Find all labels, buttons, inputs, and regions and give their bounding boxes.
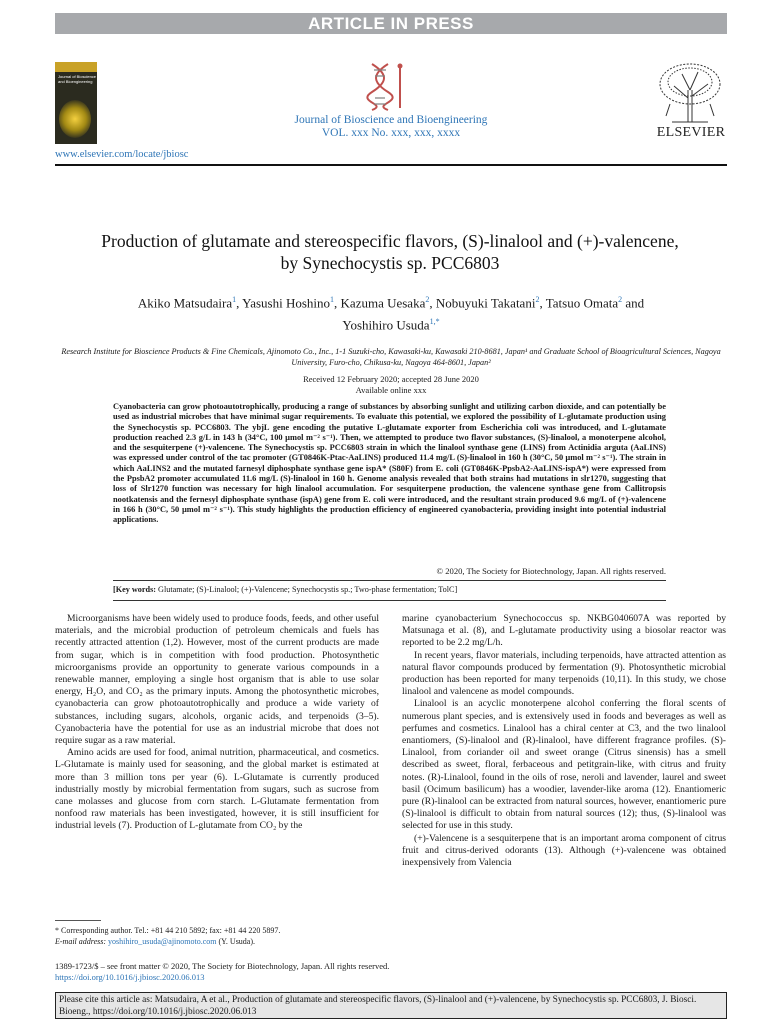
- keywords-divider-bottom: [113, 600, 666, 601]
- body-column-right: [402, 613, 726, 869]
- body-paragraph: In recent years, flavor materials, including terpenoids, have attracted attention as natural flavor compounds produced by fermentation (9). Photosynthetic microbial production has been reported for many terpenoids (10,11). In this study, we chose linalool and valencene as model compounds.: [402, 649, 726, 698]
- citation-box: Please cite this article as: Matsudaira, A et al., Production of glutamate and stereospecific flavors, (S)-linalool and (+)-valencene, by Synechocystis sp. PCC6803, J. Biosci. Bioeng., https://doi.org/10.1016/j.jbiosc.2020.06.013: [55, 992, 727, 1019]
- journal-cover-thumbnail[interactable]: [55, 62, 97, 144]
- author-name[interactable]: Akiko Matsudaira: [137, 295, 233, 311]
- corresponding-author: * Corresponding author. Tel.: +81 44 210 5892; fax: +81 44 220 5897.: [55, 926, 281, 935]
- journal-masthead: [260, 114, 522, 140]
- journal-volume: VOL. xxx No. xxx, xxx, xxxx: [321, 127, 461, 139]
- issn-line: 1389-1723/$ – see front matter © 2020, The Society for Biotechnology, Japan. All rights reserved.: [55, 961, 390, 971]
- affiliations: Research Institute for Bioscience Products & Fine Chemicals, Ajinomoto Co., Inc., 1-1 Suzuki-cho, Kawasaki-ku, Kawasaki 210-8681, Japan¹ and Graduate School of Bioagricultural Sciences, Nagoya University, Furo-cho, Chikusa-ku, Nagoya 464-8601, Japan²: [61, 347, 721, 367]
- received-accepted: Received 12 February 2020; accepted 28 June 2020: [303, 374, 479, 384]
- body-paragraph: (+)-Valencene is a sesquiterpene that is an important aroma component of citrus fruit and citrus-derived odorants (13). Although (+)-valencene was obtained inexpensively from Valencia: [402, 832, 726, 869]
- email-suffix: (Y. Usuda).: [218, 937, 256, 946]
- keywords-list: Glutamate; (S)-Linalool; (+)-Valencene; Synechocystis sp.; Two-phase fermentation; TolC]: [158, 585, 458, 594]
- author-affiliation-marker[interactable]: 1: [232, 295, 237, 304]
- body-paragraph: Linalool is an acyclic monoterpene alcohol conferring the floral scents of numerous plant species, and is extensively used in foods and beverages as well as perfumes and cosmetics. Linalool has a chiral center at C3, and the two linalool enantiomers, (S)-linalool and (R)-linalool, have different fragrance profiles. (S)-Linalool, from coriander oil and sweet orange (Citrus sinensis) has a smell described as sweet, floral, ferbaceous and petitgrain-like, with citrus and fruity notes. (R)-Linalool, found in the oils of rose, neroli and lavender, laurel and sweet basil (Ocimum basilicum) has a woodier, lavender-like aroma (12). Enantiomeric pure (R)-linalool can be extracted from natural sources, however, enantiomeric pure (S)-linalool is difficult to obtain from natural sources (12); thus, (S)-linalool was selected for use in this study.: [402, 698, 726, 832]
- email-label: E-mail address:: [55, 937, 107, 946]
- abstract: Cyanobacteria can grow photoautotrophically, producing a range of substances by absorbing sunlight and utilizing carbon dioxide, and can potentially be used as industrial microbes that have minimal sugar requirements. To evaluate this potential, we explored the possibility of L-glutamate production using the Synechocystis sp. PCC6803. The ybjL gene encoding the putative L-glutamate exporter from Escherichia coli was introduced, and L-glutamate production reached 2.3 g/L in 143 h (34°C, 100 µmol m⁻² s⁻¹). Then, we attempted to produce two flavor substances, (S)-linalool, a monoterpene alcohol, and the sesquiterpene (+)-valencene. The Synechocystis sp. PCC6803 strain in which the linalool synthase gene (LINS) from Actinidia arguta (AaLINS) was expressed under control of the tac promoter (GT0846K-Ptac-AaLINS) produced 11.4 mg/L (S)-linalool in 160 h (30°C, 50 µmol m⁻² s⁻¹). The strain in which AaLINS2 and the mutated farnesyl diphosphate synthase gene ispA* (S80F) from E. coli (GT0846K-PpsbA2-AaLINS-ispA*) were expressed from the PpsbA2 promoter accumulated 11.6 mg/L (S)-linalool in 160 h. Genome analysis revealed that both strains had mutations in slr1270, suggesting that loss of Slr1270 function was necessary for high linalool accumulation. For sesquiterpene production, the valencene synthase gene from Callitropsis nootkatensis and the fernesyl diphosphate synthase (ispA) gene from E. coli were introduced, and the resultant strain produced 9.6 mg/L of (+)-valencene in 166 h (30°C, 50 µmol m⁻² s⁻¹). This study highlights the production efficiency of engineered cyanobacteria, providing insight into potential industrial applications.: [113, 402, 666, 525]
- journal-dna-logo-icon: [362, 60, 410, 112]
- body-paragraph: marine cyanobacterium Synechococcus sp. NKBG040607A was reported by Matsunaga et al. (8), and L-glutamate productivity using a biosolar reactor was reported to be 2.2 mg/L/h.: [402, 613, 726, 649]
- author-affiliation-marker[interactable]: 1: [330, 295, 335, 304]
- cover-title: Journal of Bioscience and Bioengineering: [58, 74, 97, 84]
- publication-meta: [55, 961, 727, 983]
- doi-link[interactable]: https://doi.org/10.1016/j.jbiosc.2020.06.013: [55, 972, 205, 982]
- journal-name[interactable]: Journal of Bioscience and Bioengineering: [294, 114, 488, 126]
- author-name[interactable]: Tatsuo Omata: [545, 295, 619, 311]
- footnote: [55, 925, 379, 947]
- keywords-divider-top: [113, 580, 666, 581]
- keywords-label: [Key words:: [113, 585, 156, 594]
- article-in-press-banner: ARTICLE IN PRESS: [55, 13, 727, 34]
- body-paragraph: Amino acids are used for food, animal nutrition, pharmaceutical, and cosmetics. L-Glutamate is mainly used for seasoning, and the global market is estimated at more than 3 million tons per year (6). L-Glutamate is currently produced industrially mostly by microbial fermentation from sugars, such as sucrose from cane molasses and glucose from corn starch. L-Glutamate fermentation from nonfood raw materials has been investigated, however, it is still insufficient for industrial levels (7). Production of L-glutamate from CO₂ by the: [55, 747, 379, 832]
- author-affiliation-marker[interactable]: 1,*: [429, 317, 440, 327]
- author-name[interactable]: Nobuyuki Takatani: [435, 295, 536, 311]
- copyright-notice: © 2020, The Society for Biotechnology, Japan. All rights reserved.: [436, 566, 666, 576]
- email-link[interactable]: yoshihiro_usuda@ajinomoto.com: [108, 937, 217, 946]
- header-divider: [55, 164, 727, 166]
- available-online: Available online xxx: [355, 385, 427, 395]
- body-paragraph: Microorganisms have been widely used to produce foods, feeds, and other useful materials, and the microbial production of petroleum chemicals and fuels has recently attracted attention (1,2). However, most of the current products are made from sugar, which is in competition with food production. Photosynthetic microorganisms provide an opportunity to generate various compounds in a renewable manner, employing a single host organism that is able to use solar energy, H₂O, and CO₂ as the primary inputs. Among the photosynthetic microbes, cyanobacteria can grow photoautotrophically and produce a wide variety of substances, including sugars, alcohols, organic acids, and terpenoids (3–5). Cyanobacteria have the potential for use as an industrial microbe that does not require sugar as a raw material.: [55, 613, 379, 747]
- author-name[interactable]: Kazuma Uesaka: [340, 295, 426, 311]
- author-affiliation-marker[interactable]: 2: [618, 295, 623, 304]
- publisher-name: ELSEVIER: [656, 125, 726, 140]
- title-line-1: Production of glutamate and stereospecific flavors, (S)-linalool and (+)-valencene,: [101, 231, 679, 251]
- body-column-left: [55, 613, 379, 833]
- footnote-divider: [55, 920, 101, 921]
- author-affiliation-marker[interactable]: 2: [535, 295, 540, 304]
- keywords: [113, 585, 666, 594]
- article-dates: [55, 374, 727, 396]
- title-line-2: by Synechocystis sp. PCC6803: [280, 253, 500, 273]
- journal-homepage-link[interactable]: www.elsevier.com/locate/jbiosc: [55, 149, 189, 160]
- article-title: [40, 230, 740, 274]
- author-name[interactable]: Yoshihiro Usuda: [342, 317, 430, 333]
- author-affiliation-marker[interactable]: 2: [425, 295, 430, 304]
- author-list: Akiko Matsudaira$^1$, Yasushi Hoshino$^1$, Kazuma Uesaka$^2$, Nobuyuki Takatani$^2$, Tatsuo Omata$^2$ and Yoshihiro Usuda$^{1,*}$: [137, 295, 645, 333]
- elsevier-tree-logo-icon: [652, 60, 728, 124]
- author-name[interactable]: Yasushi Hoshino: [242, 295, 331, 311]
